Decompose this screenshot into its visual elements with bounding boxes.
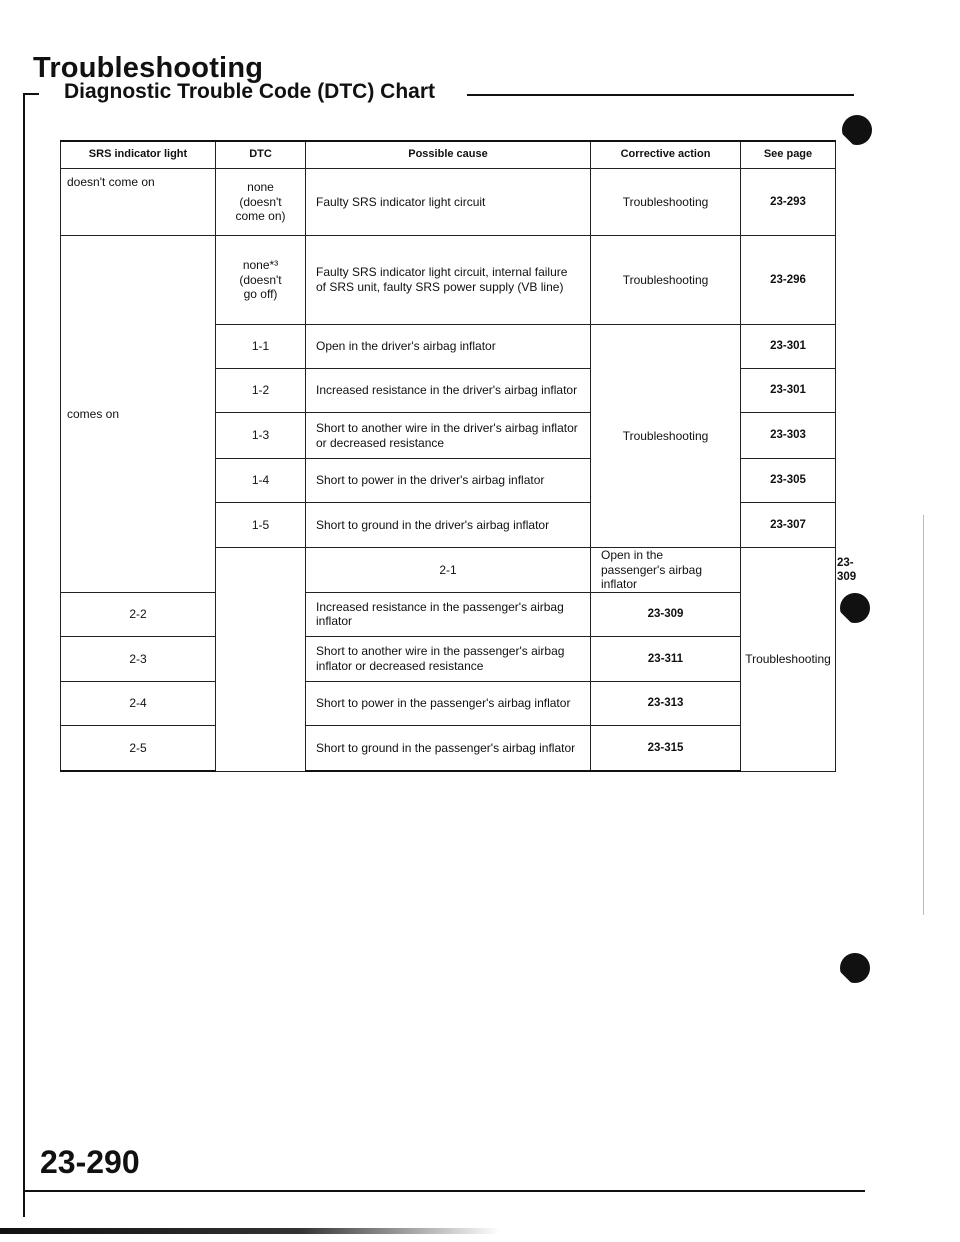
dtc-chart-table: [60, 140, 857, 772]
possible-cause-cell: Short to power in the driver's airbag inflator: [306, 459, 591, 503]
column-header: Corrective action: [591, 141, 741, 169]
table-header-row: [61, 141, 836, 169]
see-page-cell: 23-293: [741, 169, 836, 236]
subtitle-rule: [467, 94, 854, 96]
see-page-cell: 23-301: [741, 325, 836, 369]
table-row: [61, 636, 836, 681]
see-page-cell: 23-315: [591, 725, 741, 771]
indicator-light-cell: comes on: [61, 236, 216, 593]
possible-cause-cell: Open in the passenger's airbag inflator: [591, 548, 741, 593]
possible-cause-cell: Faulty SRS indicator light circuit: [306, 169, 591, 236]
see-page-cell: 23-305: [741, 459, 836, 503]
binder-hole-marker-icon: [840, 593, 870, 623]
dtc-code-cell: 2-5: [61, 725, 216, 771]
corrective-action-cell: Troubleshooting: [591, 325, 741, 548]
indicator-light-cell: doesn't come on: [61, 169, 216, 236]
section-subtitle: Diagnostic Trouble Code (DTC) Chart: [64, 80, 436, 103]
dtc-code-cell: 2-2: [61, 592, 216, 636]
table-row: [61, 725, 836, 771]
binder-hole-marker-icon: [842, 115, 872, 145]
dtc-code-cell: none*³ (doesn't go off): [216, 236, 306, 325]
indicator-light-cell: [216, 548, 306, 772]
table-row: [61, 681, 836, 725]
possible-cause-cell: Short to another wire in the passenger's airbag inflator or decreased resistance: [306, 636, 591, 681]
page-title: Troubleshooting: [33, 52, 264, 84]
dtc-code-cell: 1-1: [216, 325, 306, 369]
dtc-code-cell: 1-3: [216, 413, 306, 459]
dtc-code-cell: 1-2: [216, 369, 306, 413]
possible-cause-cell: Short to ground in the driver's airbag inflator: [306, 503, 591, 548]
column-header: Possible cause: [306, 141, 591, 169]
dtc-code-cell: 2-3: [61, 636, 216, 681]
see-page-cell: 23-296: [741, 236, 836, 325]
possible-cause-cell: Open in the driver's airbag inflator: [306, 325, 591, 369]
see-page-cell: 23-307: [741, 503, 836, 548]
see-page-cell: 23-301: [741, 369, 836, 413]
see-page-cell: 23-303: [741, 413, 836, 459]
dtc-code-cell: none (doesn't come on): [216, 169, 306, 236]
possible-cause-cell: Faulty SRS indicator light circuit, internal failure of SRS unit, faulty SRS power supply (VB line): [306, 236, 591, 325]
table-row: 2-1 Open in the passenger's airbag inflator Troubleshooting 23-309: [61, 548, 836, 593]
see-page-cell: 23-309: [591, 592, 741, 636]
table-row: [61, 592, 836, 636]
possible-cause-cell: Short to another wire in the driver's airbag inflator or decreased resistance: [306, 413, 591, 459]
scan-edge-strip: [0, 1228, 500, 1234]
table-row: [61, 169, 836, 236]
dtc-code-cell: 2-1: [306, 548, 591, 593]
dtc-code-cell: 2-4: [61, 681, 216, 725]
possible-cause-cell: Increased resistance in the passenger's airbag inflator: [306, 592, 591, 636]
corrective-action-cell: Troubleshooting: [741, 548, 836, 772]
dtc-code-cell: 1-4: [216, 459, 306, 503]
footer-rule: [25, 1190, 865, 1192]
page-number: 23-290: [40, 1144, 140, 1180]
dtc-code-cell: 1-5: [216, 503, 306, 548]
corrective-action-cell: Troubleshooting: [591, 169, 741, 236]
scan-artifact-line: [923, 515, 924, 915]
column-header: DTC: [216, 141, 306, 169]
table-row: [61, 236, 836, 325]
possible-cause-cell: Increased resistance in the driver's airbag inflator: [306, 369, 591, 413]
section-bracket: [23, 93, 39, 1217]
corrective-action-cell: Troubleshooting: [591, 236, 741, 325]
see-page-cell: 23-313: [591, 681, 741, 725]
possible-cause-cell: Short to ground in the passenger's airbag inflator: [306, 725, 591, 771]
binder-hole-marker-icon: [840, 953, 870, 983]
possible-cause-cell: Short to power in the passenger's airbag inflator: [306, 681, 591, 725]
column-header: SRS indicator light: [61, 141, 216, 169]
column-header: See page: [741, 141, 836, 169]
see-page-cell: 23-311: [591, 636, 741, 681]
